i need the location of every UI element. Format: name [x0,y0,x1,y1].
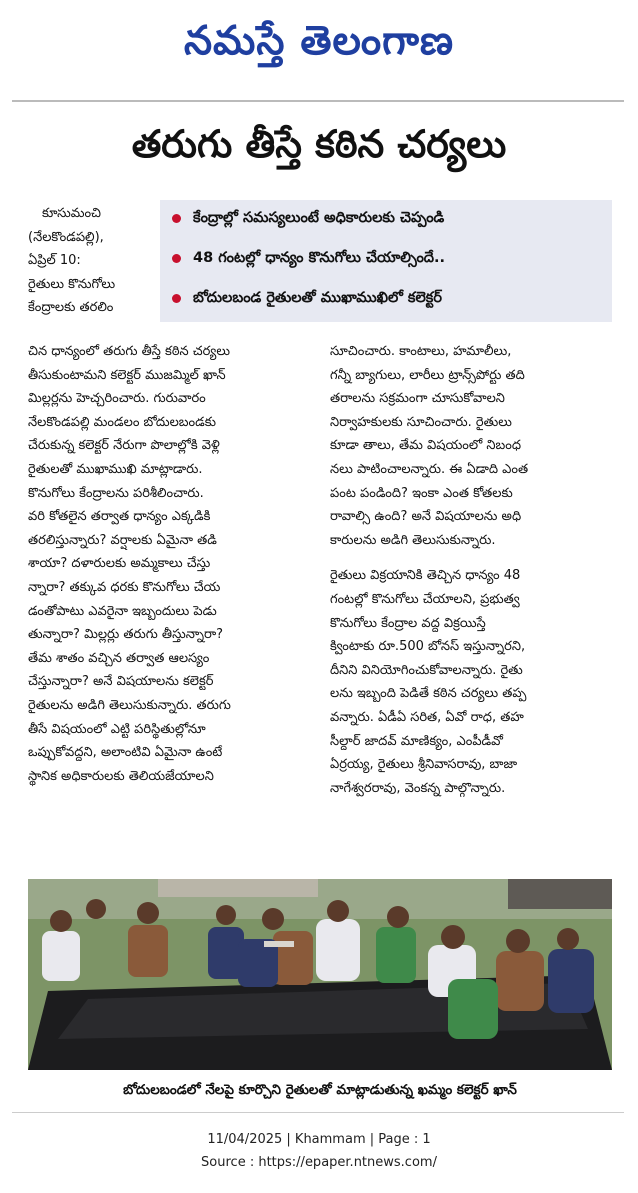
masthead-divider [12,100,624,102]
text-line: ఒప్పుకోవద్దని, అలాంటివి ఏమైనా ఉంటే [28,745,223,761]
text-line: చిన ధాన్యంలో తరుగు తీస్తే కఠిన చర్యలు [28,344,231,359]
footer-meta: 11/04/2025 | Khammam | Page : 1 [207,1132,431,1147]
article-column-1 [28,340,318,788]
text-line: నేలకొండపల్లి మండలం బోదులబండకు [28,414,217,430]
dateline-line: ఏప్రిల్ 10: [28,253,81,269]
text-line: గన్నీ బ్యాగులు, లారీలు ట్రాన్స్‌పోర్టు తది [330,367,525,383]
text-line: నాగేశ్వరరావు, వెంకన్న పాల్గొన్నారు. [330,780,506,796]
article-column-2 [330,340,622,800]
text-line: శాయా? దళారులకు అమ్మకాలు చేస్తు [28,556,211,572]
text-line: రైతులు విక్రయానికి తెచ్చిన ధాన్యం 48 [330,568,521,584]
text-line: డంతోపాటు ఎవరైనా ఇబ్బందులు పెడు [28,603,217,619]
headline: తరుగు తీస్తే కఠిన చర్యలు [131,122,507,166]
text-line: స్థానిక అధికారులకు తెలియజేయాలని [28,768,214,784]
text-line: సీల్దార్ జాదవ్ మాణిక్యం, ఎంపీడీవో [330,733,503,749]
text-line: తేమ శాతం వచ్చిన తర్వాత ఆలస్యం [28,650,210,666]
text-line: రైతులతో ముఖాముఖి మాట్లాడారు. [28,461,203,477]
paragraph-gap [330,552,622,564]
photo-caption: బోదులబండలో నేలపై కూర్చొని రైతులతో మాట్లాడుతున్న ఖమ్మం కలెక్టర్ ఖాన్ [123,1082,517,1098]
text-line: కారులను అడిగి తెలుసుకున్నారు. [330,532,496,548]
text-line: తరలిస్తున్నారు? వర్షాలకు ఏమైనా తడి [28,532,217,548]
text-line: రావాల్సి ఉంది? అనే విషయాలను అధి [330,509,522,525]
highlight-item: కేంద్రాల్లో సమస్యలుంటే అధికారులకు చెప్పండి [172,210,444,230]
text-line: క్వింటాకు రూ.500 బోనస్ ఇస్తున్నారని, [330,639,526,655]
text-line: నిర్వాహకులకు సూచించారు. రైతులు [330,414,512,430]
text-line: కొనుగోలు కేంద్రాలను పరిశీలించారు. [28,485,204,501]
text-line: చేస్తున్నారా? అనే విషయాలను కలెక్టర్ [28,674,214,690]
footer-date-line [0,1132,638,1147]
dateline-line: (నేలకొండపల్లి), [28,229,104,245]
dateline-line: కూసుమంచి [42,206,101,221]
text-line: ఏర్రయ్య, రైతులు శ్రీనివాసరావు, బాజా [330,757,518,773]
highlight-item: బోదులబండ రైతులతో ముఖాముఖిలో కలెక్టర్ [172,290,442,310]
highlights-box [160,200,612,322]
text-line: సూచించారు. కాంటాలు, హమాలీలు, [330,344,512,359]
dateline-line: రైతులు కొనుగోలు [28,276,116,292]
text-line: తీసుకుంటామని కలెక్టర్ ముజమ్మిల్ ఖాన్ [28,367,226,383]
text-line: దీనిని వినియోగించుకోవాలన్నారు. రైతు [330,662,523,678]
text-line: పంట పండింది? ఇంకా ఎంత కోతలకు [330,485,513,501]
bullet-dot-icon [172,214,181,223]
dateline-line: కేంద్రాలకు తరలిం [28,300,114,316]
text-line: వన్నారు. ఏడీఏ సరిత, ఏవో రాధ, తహ [330,709,524,725]
text-line: తరాలను సక్రమంగా చూసుకోవాలని [330,391,505,407]
footer-source-line [0,1155,638,1170]
text-line: కూడా తాలు, తేమ విషయంలో నిబంధ [330,438,522,454]
text-line: తున్నారా? మిల్లర్లు తరుగు తీస్తున్నారా? [28,627,224,643]
text-line: గంటల్లో కొనుగోలు చేయాలని, ప్రభుత్వ [330,591,520,607]
text-line: నలు పాటించాలన్నారు. ఈ ఏడాది ఎంత [330,461,529,477]
text-line: తీసే విషయంలో ఎట్టి పరిస్థితుల్లోనూ [28,721,206,737]
text-line: లను ఇబ్బంది పెడితే కఠిన చర్యలు తప్ప [330,686,527,702]
masthead-logo: నమస్తే తెలంగాణ [183,18,455,64]
bullet-dot-icon [172,294,181,303]
text-line: వరి కోతలైన తర్వాత ధాన్యం ఎక్కడికి [28,509,211,525]
caption-divider [12,1112,624,1113]
bullet-dot-icon [172,254,181,263]
news-photo [28,879,612,1070]
text-line: చేరుకున్న కలెక్టర్ నేరుగా పొలాల్లోకి వెళ్లి [28,438,220,454]
photo-illustration [28,879,612,1070]
text-line: రైతులను అడిగి తెలుసుకున్నారు. తరుగు [28,697,231,713]
text-line: కొనుగోలు కేంద్రాల వద్ద విక్రయిస్తే [330,615,486,631]
dateline [28,202,156,320]
text-line: మిల్లర్లను హెచ్చరించారు. గురువారం [28,391,206,407]
highlight-item: 48 గంటల్లో ధాన్యం కొనుగోలు చేయాల్సిందే.. [172,250,445,270]
text-line: న్నారా? తక్కువ ధరకు కొనుగోలు చేయ [28,579,221,595]
footer-source-link[interactable]: Source : https://epaper.ntnews.com/ [201,1155,437,1170]
